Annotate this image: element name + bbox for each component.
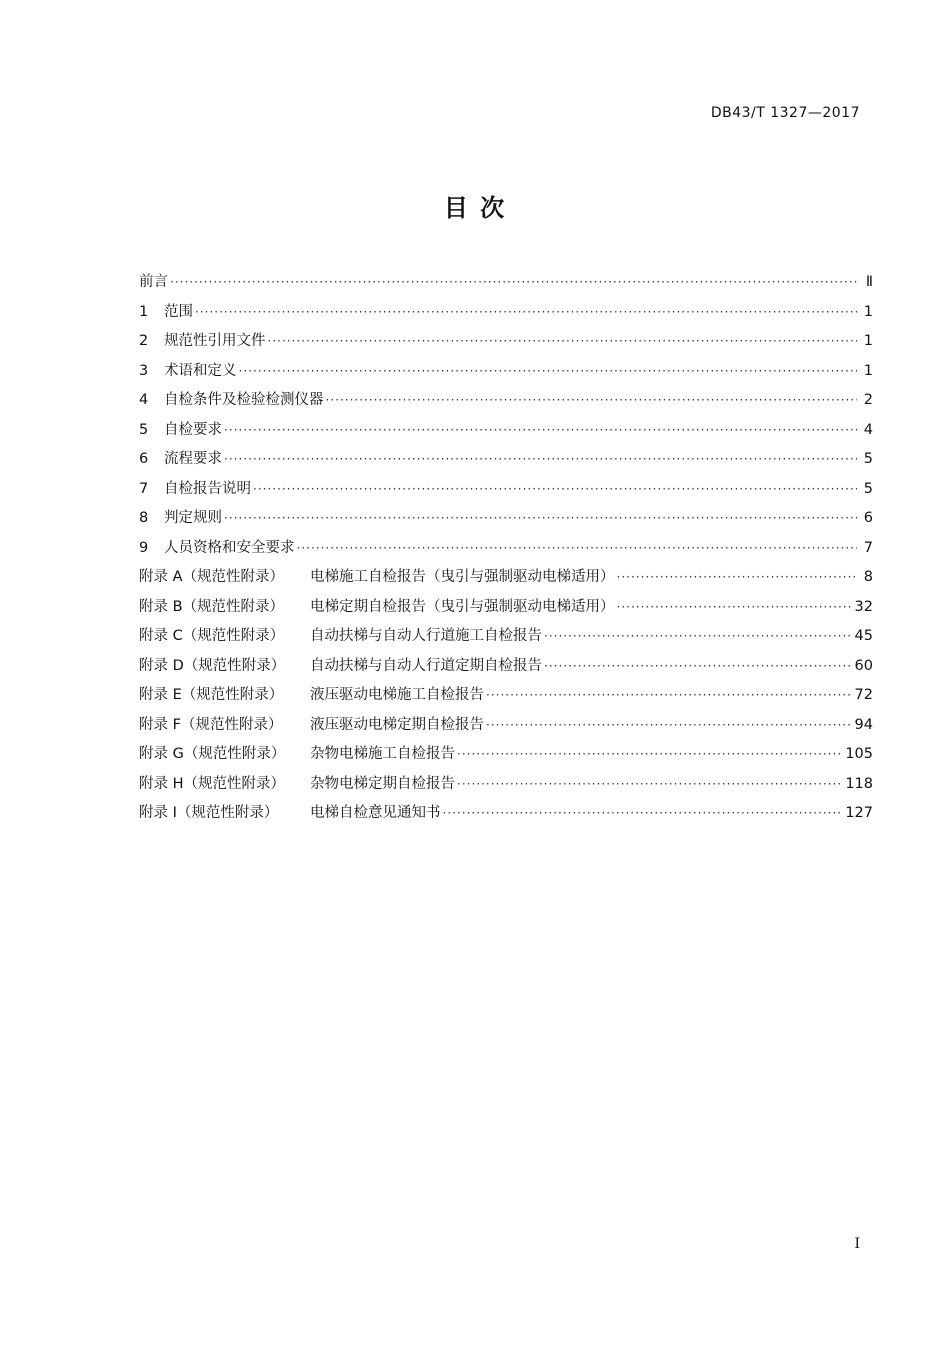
toc-dot-leader [253, 482, 857, 496]
toc-entry-title: 杂物电梯定期自检报告 [310, 775, 455, 792]
toc-entry-annex-label: 附录 G（规范性附录） [139, 746, 286, 762]
toc-entry-number: 8 [139, 510, 149, 526]
toc-entry[interactable] [139, 683, 873, 713]
toc-entry-number: 4 [139, 392, 149, 408]
toc-dot-leader [268, 334, 858, 348]
toc-entry-title: 液压驱动电梯施工自检报告 [310, 687, 484, 703]
toc-entry[interactable] [139, 506, 873, 536]
toc-entry-title: 流程要求 [164, 451, 222, 467]
toc-entry-page: 4 [863, 421, 873, 438]
toc-entry-number: 2 [139, 333, 149, 349]
toc-entry-annex-label: 附录 A（规范性附录） [139, 569, 285, 585]
toc-entry-title: 自动扶梯与自动人行道定期自检报告 [310, 657, 542, 674]
toc-entry-number: 6 [139, 451, 149, 467]
toc-entry-number: 7 [139, 480, 149, 497]
toc-entry-page: 5 [863, 480, 873, 497]
toc-entry-annex-label: 附录 D（规范性附录） [139, 657, 286, 674]
toc-entry[interactable] [139, 477, 873, 507]
toc-entry-page: 32 [854, 598, 873, 615]
toc-entry-title: 电梯定期自检报告（曳引与强制驱动电梯适用） [310, 598, 615, 615]
document-code: DB43/T 1327—2017 [710, 105, 860, 121]
toc-entry-title: 判定规则 [164, 510, 222, 526]
toc-entry-title: 人员资格和安全要求 [164, 539, 295, 556]
toc-dot-leader [224, 423, 857, 437]
toc-entry-page: 60 [854, 657, 873, 674]
toc-entry-annex-label: 附录 H（规范性附录） [139, 775, 286, 792]
toc-dot-leader [195, 305, 857, 319]
toc-entry-title: 自检要求 [164, 421, 222, 438]
toc-entry-title: 电梯自检意见通知书 [310, 805, 441, 821]
toc-entry[interactable] [139, 595, 873, 625]
toc-dot-leader [224, 511, 857, 525]
toc-entry-title: 范围 [164, 303, 193, 320]
toc-entry-page: 1 [863, 303, 873, 320]
toc-entry[interactable] [139, 359, 873, 389]
toc-entry-title: 前言 [139, 274, 168, 290]
toc-entry-page: 2 [863, 392, 873, 408]
toc-entry-page: 105 [845, 746, 873, 762]
toc-dot-leader [486, 718, 853, 732]
toc-entry-number: 1 [139, 303, 149, 320]
toc-entry-page: 7 [863, 539, 873, 556]
toc-dot-leader [544, 659, 853, 673]
toc-entry[interactable] [139, 300, 873, 330]
toc-entry[interactable] [139, 447, 873, 477]
toc-dot-leader [457, 747, 843, 761]
toc-entry-number: 5 [139, 421, 149, 438]
toc-dot-leader [457, 777, 843, 791]
toc-dot-leader [224, 452, 857, 466]
toc-entry-page: 1 [863, 362, 873, 379]
toc-entry[interactable] [139, 329, 873, 359]
toc-entry-title: 术语和定义 [164, 362, 237, 379]
toc-entry-title: 自检报告说明 [164, 480, 251, 497]
toc-entry-page: 94 [854, 716, 873, 733]
toc-entry[interactable] [139, 565, 873, 595]
toc-entry[interactable] [139, 772, 873, 802]
toc-entry-page: 72 [854, 687, 873, 703]
toc-dot-leader [297, 541, 858, 555]
toc-entry[interactable] [139, 713, 873, 743]
toc-dot-leader [170, 275, 857, 289]
toc-entry-title: 电梯施工自检报告（曳引与强制驱动电梯适用） [310, 569, 615, 585]
toc-entry-page: 45 [854, 628, 873, 644]
page-title: 目 次 [443, 194, 507, 222]
toc-entry[interactable] [139, 388, 873, 418]
toc-entry[interactable] [139, 654, 873, 684]
toc-dot-leader [617, 600, 853, 614]
toc-entry-page: 5 [863, 451, 873, 467]
toc-entry-page: 1 [863, 333, 873, 349]
toc-dot-leader [544, 629, 853, 643]
toc-entry-title: 自检条件及检验检测仪器 [164, 392, 324, 408]
toc-dot-leader [443, 806, 844, 820]
toc-entry[interactable] [139, 742, 873, 772]
toc-entry-page: 8 [863, 569, 873, 585]
toc-entry-annex-label: 附录 I（规范性附录） [139, 805, 279, 821]
toc-entry-title: 液压驱动电梯定期自检报告 [310, 716, 484, 733]
page-number: I [854, 1236, 860, 1252]
toc-entry-title: 自动扶梯与自动人行道施工自检报告 [310, 628, 542, 644]
toc-entry-page: 127 [845, 805, 873, 821]
toc-entry-page: 6 [863, 510, 873, 526]
toc-entry-annex-label: 附录 F（规范性附录） [139, 716, 283, 733]
toc-entry-page: 118 [845, 775, 873, 792]
toc-entry-number: 9 [139, 539, 149, 556]
toc-dot-leader [326, 393, 858, 407]
toc-entry[interactable] [139, 624, 873, 654]
toc-dot-leader [486, 688, 853, 702]
toc-entry-title: 规范性引用文件 [164, 333, 266, 349]
toc-entry[interactable] [139, 270, 873, 300]
toc-dot-leader [617, 570, 858, 584]
toc-dot-leader [239, 364, 858, 378]
toc-entry-number: 3 [139, 362, 149, 379]
toc-entry[interactable] [139, 536, 873, 566]
table-of-contents [139, 270, 873, 831]
toc-entry-annex-label: 附录 E（规范性附录） [139, 687, 284, 703]
toc-entry-page: Ⅱ [865, 274, 873, 290]
toc-entry[interactable] [139, 418, 873, 448]
toc-entry-annex-label: 附录 C（规范性附录） [139, 628, 285, 644]
toc-entry-title: 杂物电梯施工自检报告 [310, 746, 455, 762]
toc-entry[interactable] [139, 801, 873, 831]
toc-entry-annex-label: 附录 B（规范性附录） [139, 598, 285, 615]
